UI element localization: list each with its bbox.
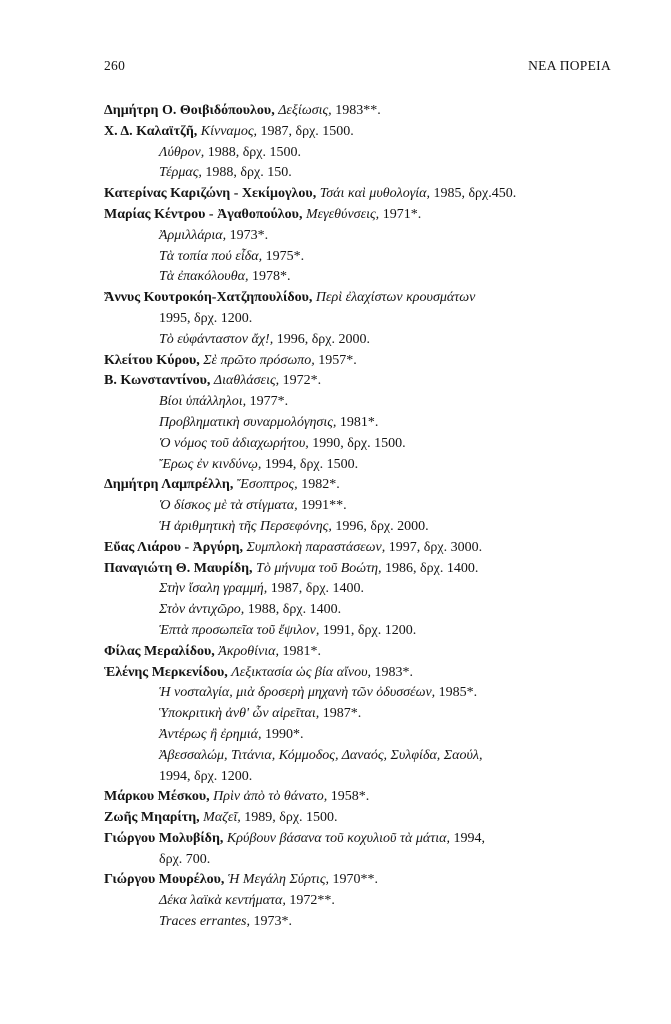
work-title: Λύθρον, [159, 144, 205, 160]
author-name: Ἄννυς Κουτροκόη-Χατζηπουλίδου, [104, 290, 313, 306]
entry-continuation-line [104, 434, 624, 455]
publication-details: 1991, δρχ. 1200. [322, 622, 417, 638]
entry-line [104, 122, 624, 143]
entry-continuation-line [104, 746, 624, 767]
publication-details: 1972*. [282, 373, 322, 389]
entry-continuation-line [104, 496, 624, 517]
work-title: Κρύβουν βάσανα τοῦ κοχυλιοῦ τὰ μάτια, [226, 830, 450, 846]
work-title: Ἡ Μεγάλη Σύρτις, [227, 872, 329, 888]
work-title: Συμπλοκὴ παραστάσεων, [246, 539, 386, 555]
author-name: Φίλας Μεραλίδου, [104, 643, 215, 659]
publication-details: 1978*. [251, 269, 291, 285]
work-title: Διαθλάσεις, [213, 373, 280, 389]
author-name: Χ. Δ. Καλαϊτζῆ, [104, 123, 198, 139]
entry-continuation-line [104, 767, 624, 788]
entry-continuation-line [104, 600, 624, 621]
publication-details: 1996, δρχ. 2000. [335, 518, 429, 534]
publication-details: 1990, δρχ. 1500. [312, 435, 406, 451]
author-name: Μάρκου Μέσκου, [104, 789, 210, 805]
author-name: Κλείτου Κύρου, [104, 352, 200, 368]
publication-details: 1997, δρχ. 3000. [388, 539, 483, 555]
publication-details: 1996, δρχ. 2000. [276, 331, 370, 347]
publication-details: 1983*. [374, 664, 413, 680]
work-title: Ἀρμιλλάρια, [159, 227, 227, 243]
work-title: Κίνναμος, [200, 123, 257, 139]
author-name: Β. Κωνσταντίνου, [104, 373, 211, 389]
running-title: ΝΕΑ ΠΟΡΕΙΑ [528, 58, 611, 73]
work-title: Λεξικτασία ὡς βία αἴνου, [231, 664, 371, 680]
author-name: Ζωῆς Μηαρίτη, [104, 810, 200, 826]
publication-details: 1994, [453, 830, 485, 846]
work-title: Ὑποκριτικὴ ἀνθ' ὧν αἱρεῖται, [159, 706, 320, 722]
publication-details: 1985*. [438, 685, 478, 701]
work-title: Ἡ νοσταλγία, μιὰ δροσερὴ μηχανὴ τῶν ὀδυσσέων, [159, 685, 436, 701]
entry-line [104, 371, 624, 392]
work-title: Ἀκροθίνια, [218, 643, 280, 659]
publication-details: 1972**. [289, 893, 335, 909]
publication-details: 1987, δρχ. 1500. [260, 123, 354, 139]
page-number: 260 [104, 58, 126, 73]
publication-details: 1990*. [264, 726, 304, 742]
entry-line [104, 663, 624, 684]
work-title: Ὁ δίσκος μὲ τὰ στίγματα, [159, 498, 298, 514]
author-name: Εὔας Λιάρου - Ἀργύρη, [104, 539, 244, 555]
work-title: Ἔρως ἐν κινδύνῳ, [159, 456, 262, 472]
publication-details: 1970**. [332, 872, 378, 888]
work-title: Ἀβεσσαλώμ, Τιτάνια, Κόμμοδος, Δαναός, Συλφίδα, Σαούλ, [159, 747, 483, 763]
author-name: Δημήτρη Λαμπρέλλη, [104, 477, 234, 493]
work-title: Ἡ ἀριθμητικὴ τῆς Περσεφόνης, [159, 518, 332, 534]
entry-continuation-line [104, 455, 624, 476]
entry-line [104, 101, 624, 122]
publication-details: 1988, δρχ. 1500. [207, 144, 301, 160]
publication-details: 1986, δρχ. 1400. [385, 560, 479, 576]
author-name: Γιώργου Μολυβίδη, [104, 830, 224, 846]
entry-line [104, 288, 624, 309]
entry-line [104, 184, 624, 205]
entry-continuation-line [104, 850, 624, 871]
entry-line [104, 475, 624, 496]
publication-details: 1989, δρχ. 1500. [244, 810, 338, 826]
publication-details: 1981*. [339, 414, 379, 430]
work-title: Μεγεθύνσεις, [305, 206, 380, 222]
publication-details: 1994, δρχ. 1200. [159, 768, 253, 784]
entry-continuation-line [104, 683, 624, 704]
publication-details: δρχ. 700. [159, 851, 211, 867]
entry-continuation-line [104, 579, 624, 600]
work-title: Τὰ τοπία πού εἶδα, [159, 248, 263, 264]
publication-details: 1995, δρχ. 1200. [159, 310, 253, 326]
entry-continuation-line [104, 330, 624, 351]
publication-details: 1973*. [253, 914, 292, 930]
entry-continuation-line [104, 267, 624, 288]
work-title: Στὸν ἀντιχῶρο, [159, 602, 245, 618]
work-title: Δεξίωσις, [278, 103, 332, 118]
work-title: Τέρμας, [159, 165, 202, 181]
work-title: Πρὶν ἀπὸ τὸ θάνατο, [213, 789, 328, 805]
author-name: Γιώργου Μουρέλου, [104, 872, 225, 888]
entry-line [104, 351, 624, 372]
entry-line [104, 538, 624, 559]
entry-line [104, 787, 624, 808]
publication-details: 1975*. [265, 248, 305, 264]
entry-continuation-line [104, 143, 624, 164]
work-title: Τὰ ἐπακόλουθα, [159, 269, 249, 285]
publication-details: 1985, δρχ.450. [433, 186, 517, 202]
author-name: Παναγιώτη Θ. Μαυρίδη, [104, 560, 253, 576]
entry-continuation-line [104, 704, 624, 725]
publication-details: 1973*. [229, 227, 269, 243]
entry-continuation-line [104, 725, 624, 746]
page-header [104, 58, 611, 78]
entry-line [104, 559, 624, 580]
publication-details: 1957*. [318, 352, 357, 368]
entry-continuation-line [104, 413, 624, 434]
publication-details: 1983**. [335, 103, 381, 118]
publication-details: 1988, δρχ. 1400. [247, 602, 342, 618]
entry-line [104, 829, 624, 850]
publication-details: 1987*. [322, 706, 362, 722]
publication-details: 1991**. [301, 498, 347, 514]
work-title: Ἔσοπτρος, [236, 477, 298, 493]
author-name: Μαρίας Κέντρου - Ἀγαθοπούλου, [104, 206, 303, 222]
work-title: Traces errantes, [159, 914, 250, 930]
author-name: Ἑλένης Μερκενίδου, [104, 664, 228, 680]
work-title: Ἀντέρως ἢ ἐρημιά, [159, 726, 262, 742]
publication-details: 1971*. [382, 206, 422, 222]
entry-line [104, 808, 624, 829]
work-title: Τὸ μήνυμα τοῦ Βοώτη, [256, 560, 382, 576]
publication-details: 1981*. [282, 643, 322, 659]
work-title: Σὲ πρῶτο πρόσωπο, [203, 352, 315, 368]
entry-line [104, 205, 624, 226]
work-title: Στὴν ἴσαλη γραμμή, [159, 581, 268, 597]
publication-details: 1958*. [330, 789, 370, 805]
entry-continuation-line [104, 163, 624, 184]
entry-continuation-line [104, 621, 624, 642]
work-title: Ὁ νόμος τοῦ ἀδιαχωρήτου, [159, 435, 309, 451]
entry-line [104, 642, 624, 663]
work-title: Μαζεῖ, [203, 810, 241, 826]
work-title: Τὸ εὐφάνταστον ἄχ!, [159, 331, 274, 347]
work-title: Τσάι καὶ μυθολογία, [319, 186, 430, 202]
entry-continuation-line [104, 517, 624, 538]
publication-details: 1977*. [249, 394, 289, 410]
entry-continuation-line [104, 309, 624, 330]
bibliography-list [104, 101, 624, 933]
entry-continuation-line [104, 247, 624, 268]
entry-continuation-line [104, 226, 624, 247]
author-name: Κατερίνας Καριζώνη - Χεκίμογλου, [104, 186, 317, 202]
entry-line [104, 870, 624, 891]
publication-details: 1988, δρχ. 150. [205, 165, 292, 181]
work-title: Ἑπτὰ προσωπεῖα τοῦ ἔψιλον, [159, 622, 320, 638]
publication-details: 1987, δρχ. 1400. [270, 581, 365, 597]
work-title: Περὶ ἐλαχίστων κρουσμάτων [315, 290, 476, 306]
author-name: Δημήτρη Ο. Θοιβιδόπουλου, [104, 103, 275, 118]
work-title: Δέκα λαϊκὰ κεντήματα, [159, 893, 286, 909]
entry-continuation-line [104, 891, 624, 912]
entry-continuation-line [104, 392, 624, 413]
publication-details: 1994, δρχ. 1500. [264, 456, 359, 472]
work-title: Προβληματικὴ συναρμολόγησις, [159, 414, 337, 430]
work-title: Βίοι ὑπάλληλοι, [159, 394, 247, 410]
publication-details: 1982*. [301, 477, 340, 493]
entry-continuation-line [104, 912, 624, 933]
